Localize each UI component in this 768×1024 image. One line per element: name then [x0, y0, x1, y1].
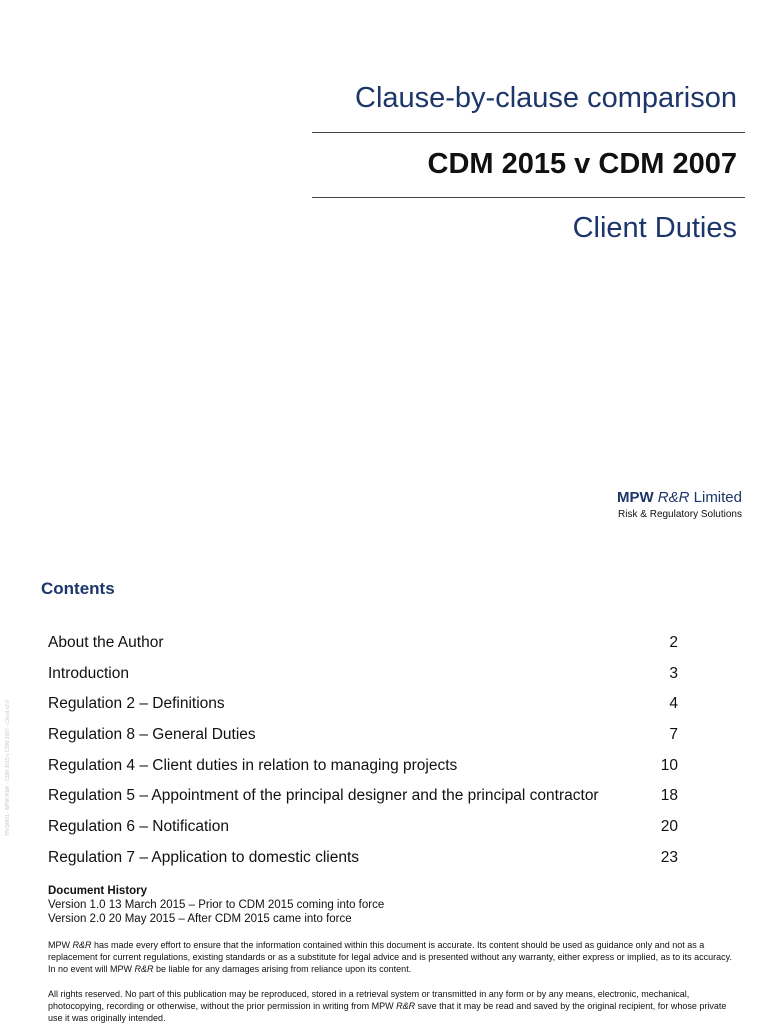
toc-item[interactable] — [48, 753, 678, 784]
document-reference-vertical: TN-DM01 - MPW R&R - CDM 2015 v CDM 2007 - Client v2.0 — [5, 700, 11, 836]
toc-item-page: 7 — [669, 726, 678, 744]
copyright-fragment: All rights reserved. No part of this publication may be reproduced, stored in a retrieval system or transmitted in any form or by any means, electronic, mechanical, photocopying, recording or otherwise, without the prior permission in writing from MPW — [48, 989, 690, 1011]
company-name-limited: Limited — [693, 489, 742, 506]
company-name-rr: R&R — [657, 489, 690, 506]
toc-item-page: 18 — [660, 787, 678, 805]
disclaimer-fragment-italic: R&R — [134, 964, 154, 974]
disclaimer-fragment: MPW — [48, 940, 73, 950]
toc-item-label: Regulation 8 – General Duties — [48, 726, 256, 744]
toc-item-label: Regulation 6 – Notification — [48, 818, 229, 836]
company-name — [617, 489, 742, 506]
toc-item[interactable] — [48, 630, 678, 661]
copyright-fragment-italic: R&R — [396, 1001, 416, 1011]
table-of-contents — [48, 630, 678, 876]
toc-item-label: Regulation 2 – Definitions — [48, 695, 225, 713]
company-tagline: Risk & Regulatory Solutions — [618, 509, 742, 520]
version-entry: Version 1.0 13 March 2015 – Prior to CDM 2015 coming into force — [48, 899, 385, 911]
disclaimer-fragment-italic: R&R — [72, 940, 92, 950]
toc-item-label: Regulation 4 – Client duties in relation to managing projects — [48, 756, 458, 774]
toc-item-label: Introduction — [48, 664, 129, 682]
company-brand — [617, 489, 742, 520]
toc-item[interactable] — [48, 661, 678, 692]
document-title: Clause-by-clause comparison — [355, 82, 737, 114]
toc-item[interactable] — [48, 783, 678, 814]
toc-item[interactable] — [48, 814, 678, 845]
toc-item[interactable] — [48, 722, 678, 753]
toc-item-page: 23 — [660, 848, 678, 866]
toc-item[interactable] — [48, 845, 678, 876]
document-subtitle: CDM 2015 v CDM 2007 — [427, 148, 737, 180]
toc-item-label: Regulation 7 – Application to domestic clients — [48, 848, 360, 866]
contents-heading: Contents — [41, 579, 115, 598]
company-name-mpw: MPW — [616, 489, 654, 506]
toc-item-page: 10 — [660, 756, 678, 774]
disclaimer-text — [48, 939, 738, 975]
toc-item-label: About the Author — [48, 634, 164, 651]
toc-item-page: 20 — [660, 818, 678, 836]
disclaimer-fragment: be liable for any damages arising from reliance upon its content. — [153, 964, 412, 974]
title-divider-top — [312, 132, 745, 133]
toc-item-page: 3 — [669, 664, 678, 682]
copyright-fragment: save that it may be read and saved by the original recipient, for whose private use it was originally intended. — [48, 1001, 727, 1023]
toc-item[interactable] — [48, 691, 678, 722]
document-history-heading: Document History — [48, 885, 148, 897]
toc-item-page: 2 — [669, 634, 678, 651]
toc-item-page: 4 — [669, 695, 678, 713]
version-entry: Version 2.0 20 May 2015 – After CDM 2015 came into force — [48, 913, 352, 925]
disclaimer-fragment: has made every effort to ensure that the information contained within this document is accurate. Its content should be used as guidance only and not as a replacement for current regulations, existing standards or as a substitute for legal advice and is presented without any warranty, either express or implied, as to its accuracy. In no event will MPW — [48, 940, 733, 974]
toc-item-label: Regulation 5 – Appointment of the principal designer and the principal contractor — [48, 787, 599, 805]
document-history — [48, 884, 384, 926]
document-topic: Client Duties — [572, 212, 737, 244]
copyright-text — [48, 988, 738, 1024]
title-divider-bottom — [312, 197, 745, 198]
